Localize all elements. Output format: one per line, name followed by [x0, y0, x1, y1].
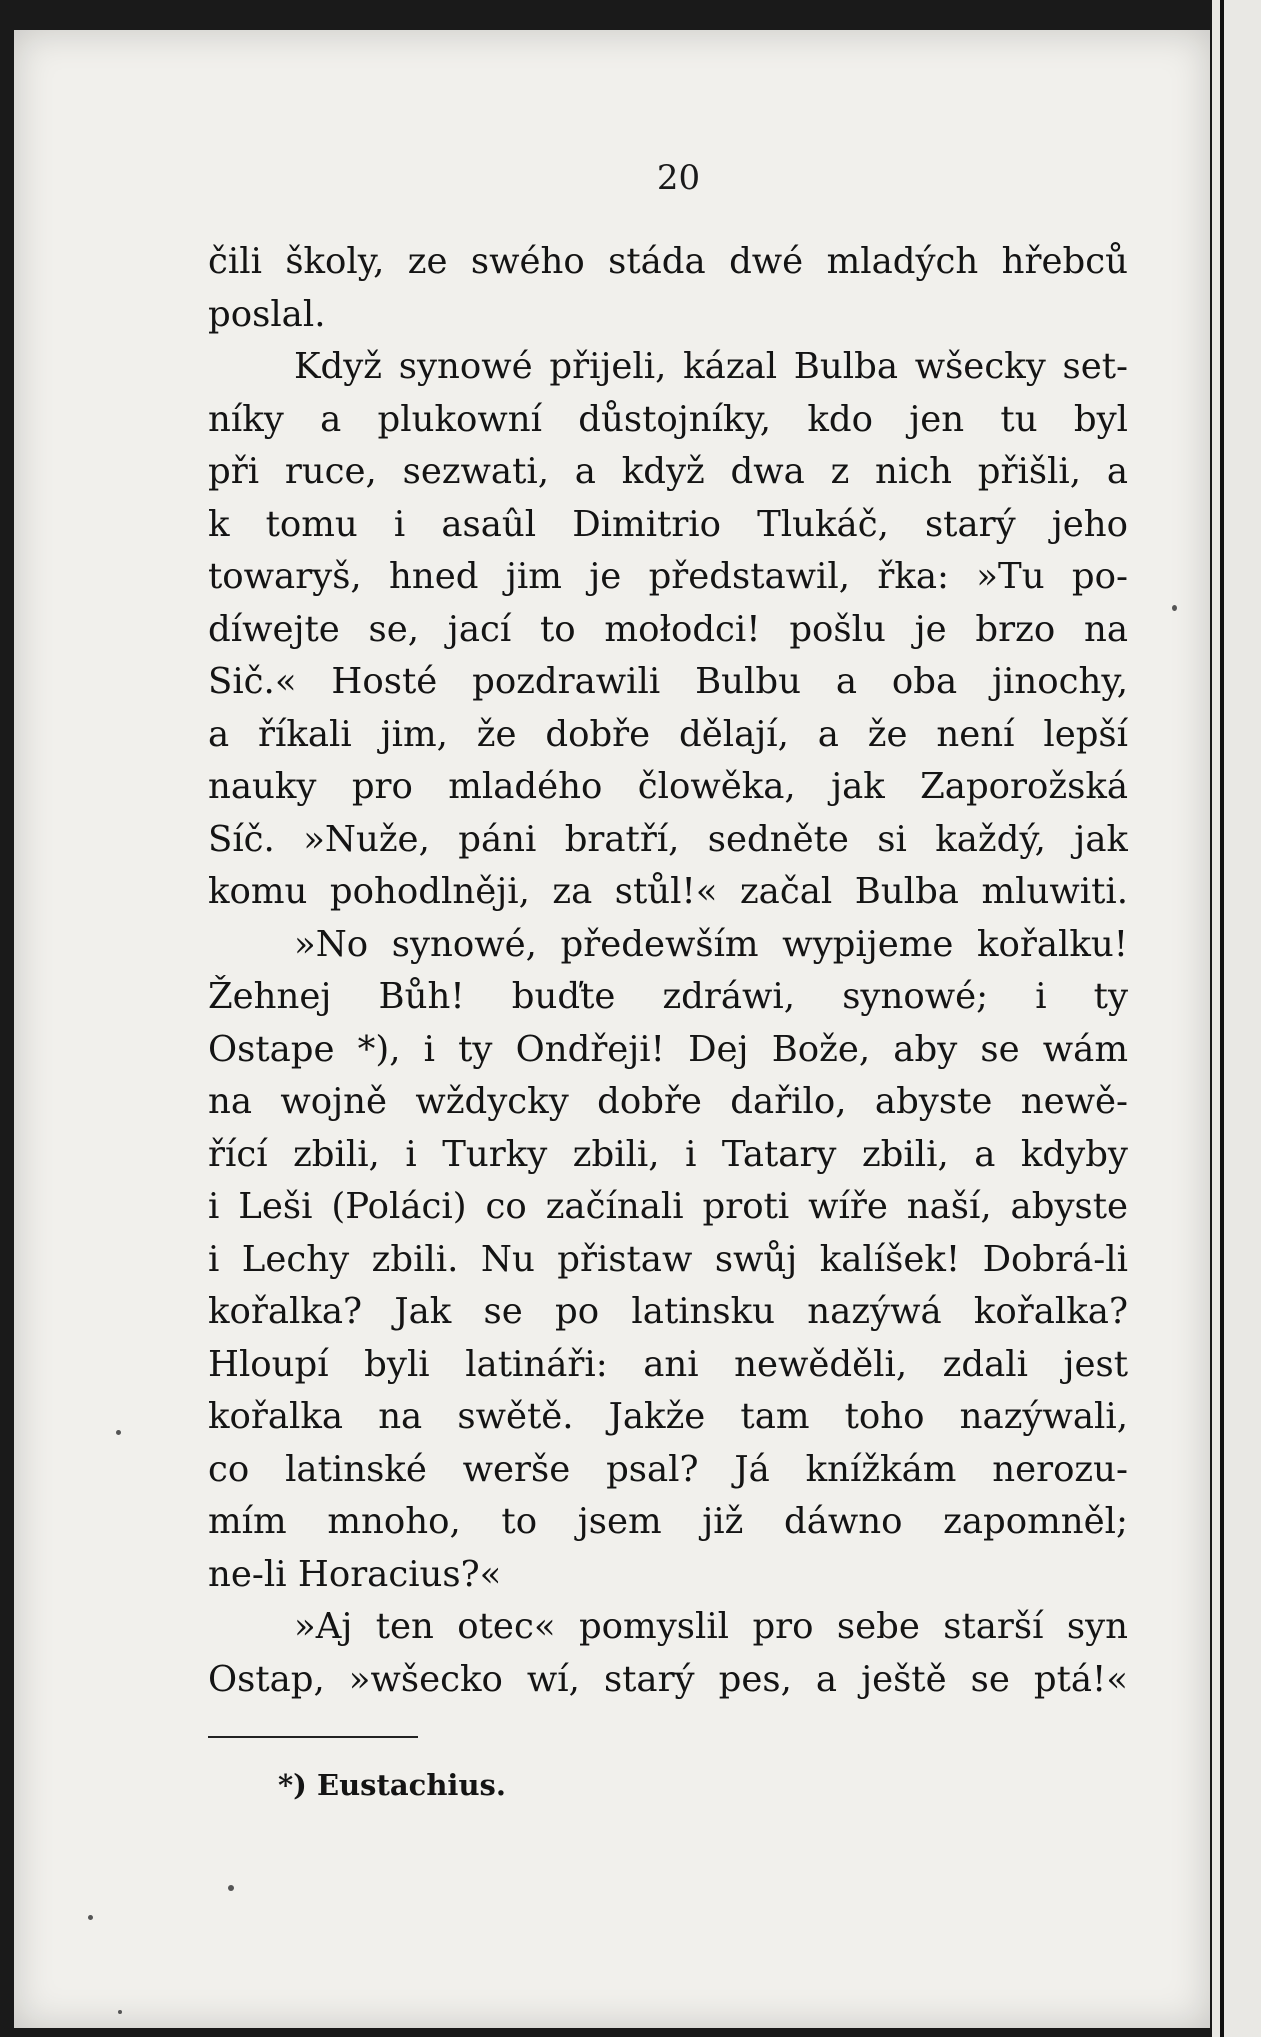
text-line: kořalka na swětě. Jakže tam toho nazýwali,	[208, 1396, 1128, 1437]
paper-speck	[118, 2010, 122, 2014]
text-line: Ostape *), i ty Ondřeji! Dej Bože, aby se wám	[208, 1028, 1128, 1070]
footnote-rule	[208, 1736, 418, 1738]
text-line: co latinské werše psal? Já knížkám nerozu-	[208, 1448, 1128, 1490]
text-line: řící zbili, i Turky zbili, i Tatary zbili, a kdyby	[208, 1133, 1128, 1175]
text-line: i Leši (Poláci) co začínali proti wíře naší, abyste	[208, 1186, 1128, 1227]
text-line: »No synowé, předewším wypijeme kořalku!	[294, 923, 1128, 965]
text-line: díwejte se, jací to mołodci! pošlu je brzo na	[208, 608, 1128, 650]
text-line: towaryš, hned jim je předstawil, řka: »Tu po-	[208, 556, 1128, 597]
text-line: mím mnoho, to jsem již dáwno zapomněl;	[208, 1501, 1128, 1542]
text-line: k tomu i asaûl Dimitrio Tlukáč, starý jeho	[208, 503, 1128, 545]
text-line: nauky pro mladého člowěka, jak Zaporožská	[208, 766, 1128, 807]
paper-speck	[116, 1430, 121, 1435]
text-line: kořalka? Jak se po latinsku nazýwá kořalka?	[208, 1291, 1128, 1332]
text-line: čili školy, ze swého stáda dwé mladých hřebců	[208, 241, 1128, 282]
text-line: Sič.« Hosté pozdrawili Bulbu a oba jinochy,	[208, 661, 1128, 702]
text-line: i Lechy zbili. Nu přistaw swůj kalíšek! Dobrá-li	[208, 1238, 1128, 1280]
text-line: při ruce, sezwati, a když dwa z nich přišli, a	[208, 451, 1128, 492]
text-line: Žehnej Bůh! buďte zdráwi, synowé; i ty	[208, 976, 1128, 1017]
text-line: ne-li Horacius?«	[208, 1553, 502, 1595]
text-line: Hloupí byli latináři: ani newěděli, zdali jest	[208, 1343, 1128, 1385]
text-line: Když synowé přijeli, kázal Bulba wšecky set-	[294, 346, 1128, 387]
paper-speck	[1172, 605, 1177, 611]
footnote: *) Eustachius.	[278, 1768, 506, 1802]
text-line: »Aj ten otec« pomyslil pro sebe starší syn	[294, 1606, 1128, 1647]
page-gutter-line	[1220, 0, 1224, 2037]
page-number: 20	[656, 158, 701, 198]
text-line: poslal.	[208, 293, 326, 335]
text-line: níky a plukowní důstojníky, kdo jen tu byl	[208, 398, 1128, 440]
paper-speck	[228, 1885, 234, 1891]
text-line: komu pohodlněji, za stůl!« začal Bulba mluwiti.	[208, 871, 1128, 912]
text-line: a říkali jim, že dobře dělají, a že není lepší	[208, 713, 1128, 755]
text-line: Síč. »Nuže, páni bratří, sedněte si každý, jak	[208, 818, 1128, 860]
text-line: Ostap, »wšecko wí, starý pes, a ještě se ptá!«	[208, 1658, 1128, 1700]
paper-speck	[88, 1915, 93, 1920]
adjacent-page-edge	[1212, 0, 1261, 2037]
body-text	[208, 236, 1128, 1706]
text-line: na wojně wždycky dobře dařilo, abyste newě-	[208, 1081, 1128, 1122]
